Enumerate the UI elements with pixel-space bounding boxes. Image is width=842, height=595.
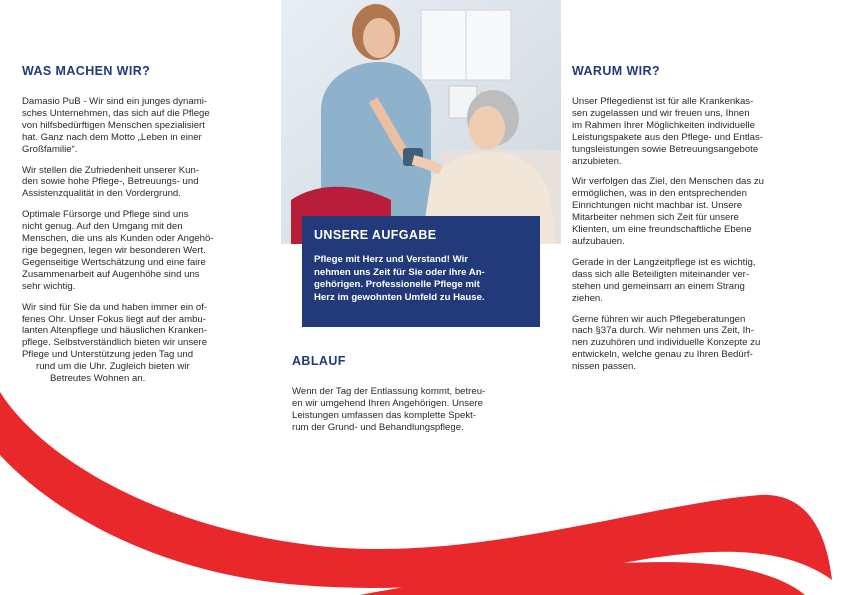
text-line: Herz im gewohnten Umfeld zu Hause. xyxy=(314,291,485,303)
aufgabe-text xyxy=(314,254,528,304)
text-line: Zusammenarbeit auf Augenhöhe sind uns xyxy=(22,268,200,280)
text-line: nehmen uns Zeit für Sie oder ihre An- xyxy=(314,266,485,278)
text-line: Optimale Fürsorge und Pflege sind uns xyxy=(22,209,189,221)
aufgabe-box xyxy=(302,216,540,327)
right-paragraph xyxy=(572,96,827,167)
text-line: Unser Pflegedienst ist für alle Krankenkas- xyxy=(572,96,754,107)
section-heading-was-machen-wir: WAS MACHEN WIR? xyxy=(22,64,151,78)
text-line: Gegenseitige Wertschätzung und eine faire xyxy=(22,256,206,268)
right-paragraph xyxy=(572,257,827,305)
left-paragraph xyxy=(22,209,272,292)
text-line: im Rahmen Ihrer Möglichkeiten individuelle xyxy=(572,119,755,131)
section-heading-warum-wir: WARUM WIR? xyxy=(572,64,661,78)
text-line: en wir umgehend Ihren Angehörigen. Unsere xyxy=(292,397,483,409)
text-line: dass sich alle Beteiligten miteinander ver- xyxy=(572,268,750,280)
text-line: Klienten, um eine freundschaftliche Ebene xyxy=(572,224,752,236)
text-line: anzubieten. xyxy=(572,155,622,167)
right-column xyxy=(572,64,827,382)
caregiver-photo xyxy=(281,0,561,244)
ablauf-section xyxy=(292,354,542,443)
left-paragraph xyxy=(22,302,272,385)
text-line: lanten Altenpflege und häuslichen Kranken- xyxy=(22,325,208,337)
text-line: rund um die Uhr. Zugleich bieten wir xyxy=(36,361,190,373)
text-line: Wir stellen die Zufriedenheit unserer Kun- xyxy=(22,164,200,176)
text-line: Pflege mit Herz und Verstand! Wir xyxy=(314,254,468,265)
text-line: Leistungen umfassen das komplette Spekt- xyxy=(292,409,476,421)
text-line: von hilfsbedürftigen Menschen spezialisiert xyxy=(22,119,205,131)
left-paragraph xyxy=(22,165,272,201)
text-line: Leistungspakete aus den Pflege- und Entlas- xyxy=(572,131,763,143)
text-line: Gerade in der Langzeitpflege ist es wichtig, xyxy=(572,256,756,268)
ablauf-text xyxy=(292,386,542,434)
text-line: sches Unternehmen, das sich auf die Pflege xyxy=(22,107,210,119)
left-paragraph xyxy=(22,96,272,156)
text-line: gehörigen. Professionelle Pflege mit xyxy=(314,279,480,291)
text-line: Betreutes Wohnen an. xyxy=(50,373,146,385)
text-line: aufzubauen. xyxy=(572,235,625,247)
text-line: Einrichtungen nicht machbar ist. Unsere xyxy=(572,200,743,212)
text-line: Menschen, die uns als Kunden oder Angehö- xyxy=(22,233,214,245)
text-line: Großfamilie“. xyxy=(22,143,78,155)
text-line: hat. Ganz nach dem Motto „Leben in einer xyxy=(22,131,202,143)
text-line: Damasio PuB - Wir sind ein junges dynami- xyxy=(22,96,208,107)
text-line: fenes Ohr. Unser Fokus liegt auf der ambu- xyxy=(22,313,206,325)
text-line: sehr wichtig. xyxy=(22,280,76,292)
text-line: pflege. Selbstverständlich bieten wir unsere xyxy=(22,337,208,349)
text-line: Gerne führen wir auch Pflegeberatungen xyxy=(572,313,746,325)
text-line: Assistenzqualität in den Vordergrund. xyxy=(22,188,181,200)
text-line: Wenn der Tag der Entlassung kommt, betreu- xyxy=(292,386,486,397)
left-column xyxy=(22,64,272,394)
text-line: nicht genug. Auf den Umgang mit den xyxy=(22,221,183,233)
text-line: nissen passen. xyxy=(572,361,636,373)
text-line: rum der Grund- und Behandlungspflege. xyxy=(292,421,464,433)
right-paragraph xyxy=(572,176,827,247)
text-line: Wir sind für Sie da und haben immer ein of- xyxy=(22,301,208,313)
photo-illustration xyxy=(281,0,561,244)
text-line: Mitarbeiter nehmen sich Zeit für unsere xyxy=(572,212,739,224)
text-line: Pflege und Unterstützung jeden Tag und xyxy=(22,349,194,361)
text-line: entwickeln, welche genau zu Ihren Bedürf- xyxy=(572,349,753,361)
text-line: Wir verfolgen das Ziel, den Menschen das zu xyxy=(572,176,764,188)
text-line: nen zuzuhören und individuelle Konzepte zu xyxy=(572,337,761,349)
text-line: rige begegnen, legen wir besonderen Wert. xyxy=(22,244,206,256)
text-line: sen zugelassen und wir freuen uns, Ihnen xyxy=(572,107,750,119)
right-paragraph xyxy=(572,314,827,374)
text-line: stehen und gemeinsam an einem Strang xyxy=(572,280,745,292)
text-line: nach §37a durch. Wir nehmen uns Zeit, Ih- xyxy=(572,325,754,337)
section-heading-ablauf: ABLAUF xyxy=(292,354,346,368)
section-heading-unsere-aufgabe: UNSERE AUFGABE xyxy=(314,228,437,242)
text-line: ziehen. xyxy=(572,292,603,304)
text-line: ermöglichen, was in den entsprechenden xyxy=(572,188,747,200)
text-line: den sowie hohe Pflege-, Betreuungs- und xyxy=(22,176,199,188)
text-line: tungsleistungen sowie Betreuungsangebote xyxy=(572,143,759,155)
